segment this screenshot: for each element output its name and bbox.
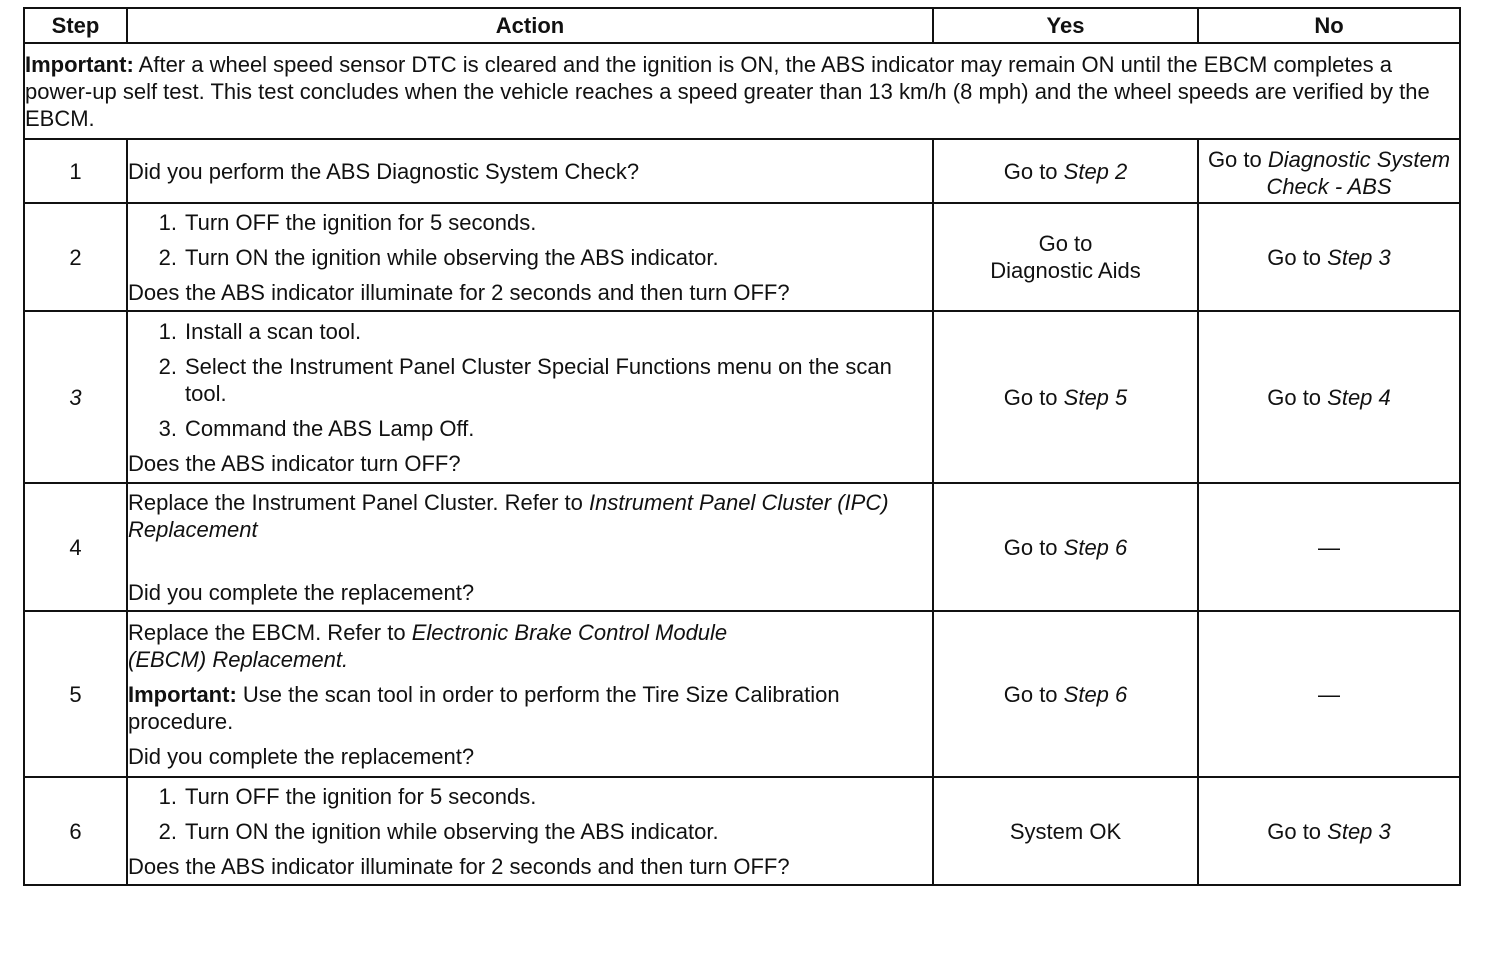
action-cell: [127, 611, 933, 777]
important-text: After a wheel speed sensor DTC is cleared and the ignition is ON, the ABS indicator may remain ON until the EBCM completes a power-up self test. This test concludes when the vehicle reaches a speed greater than 13 km/h (8 mph) and the wheel speeds are verified by the EBCM.: [25, 51, 1430, 131]
no-prefix: Go to: [1267, 384, 1328, 410]
no-step-link[interactable]: Step 4: [1327, 384, 1391, 410]
action-question: Does the ABS indicator turn OFF?: [128, 450, 461, 476]
important-note: [128, 681, 932, 735]
action-text: Replace the EBCM. Refer to: [128, 619, 412, 645]
list-item: [128, 818, 932, 845]
step-number: 5: [24, 611, 127, 777]
table-header-row: [24, 8, 1460, 43]
yes-cell: [933, 203, 1198, 311]
yes-prefix: Go to: [1003, 158, 1064, 184]
header-no: No: [1198, 8, 1460, 43]
action-cell: [127, 311, 933, 483]
step-number: 1: [24, 139, 127, 203]
table-row: [24, 483, 1460, 611]
list-number: 2.: [158, 818, 177, 844]
list-item: [128, 783, 932, 810]
no-cell: [1198, 139, 1460, 203]
action-cell: [127, 483, 933, 611]
list-text: Turn OFF the ignition for 5 seconds.: [185, 783, 537, 809]
header-yes: Yes: [933, 8, 1198, 43]
important-note-row: [24, 43, 1460, 139]
yes-prefix: Go to: [1003, 384, 1064, 410]
no-prefix: Go to: [1267, 818, 1328, 844]
table-row: [24, 311, 1460, 483]
step-number: 4: [24, 483, 127, 611]
list-number: 1.: [158, 318, 177, 344]
list-number: 3.: [158, 415, 177, 441]
list-item: [128, 209, 932, 236]
yes-prefix: Go to: [1003, 681, 1064, 707]
action-cell: [127, 203, 933, 311]
table-row: [24, 777, 1460, 885]
yes-cell: [933, 611, 1198, 777]
action-question: Does the ABS indicator illuminate for 2 seconds and then turn OFF?: [128, 279, 790, 305]
list-text: Install a scan tool.: [185, 318, 362, 344]
important-note: [24, 43, 1460, 139]
action-question: Does the ABS indicator illuminate for 2 seconds and then turn OFF?: [128, 853, 790, 879]
no-dash: —: [1318, 534, 1340, 560]
yes-cell: [933, 777, 1198, 885]
list-item: [128, 244, 932, 271]
list-number: 1.: [158, 783, 177, 809]
ebcm-replacement-link[interactable]: Electronic Brake Control Module (EBCM) Replacement: [128, 619, 728, 672]
yes-step-link[interactable]: Step 6: [1063, 534, 1128, 560]
no-step-link[interactable]: Step 3: [1327, 818, 1391, 844]
no-dash: —: [1318, 681, 1340, 707]
action-list: [128, 209, 932, 271]
table-row: [24, 203, 1460, 311]
action-list: [128, 318, 932, 442]
yes-step-link[interactable]: Step 5: [1063, 384, 1128, 410]
list-item: [128, 415, 932, 442]
ipc-replacement-link[interactable]: Instrument Panel Cluster (IPC) Replacement: [128, 489, 889, 542]
action-suffix: .: [341, 646, 349, 672]
yes-result: System OK: [1009, 818, 1122, 844]
list-text: Command the ABS Lamp Off.: [185, 415, 475, 441]
list-text: Turn ON the ignition while observing the ABS indicator.: [185, 244, 719, 270]
yes-cell: [933, 483, 1198, 611]
yes-cell: [933, 139, 1198, 203]
list-text: Select the Instrument Panel Cluster Special Functions menu on the scan tool.: [185, 353, 892, 406]
yes-step-link[interactable]: Step 6: [1063, 681, 1128, 707]
yes-prefix: Go to: [1003, 534, 1064, 560]
action-instruction: [128, 619, 932, 673]
header-action: Action: [127, 8, 933, 43]
list-number: 2.: [158, 353, 177, 379]
step-number: 3: [24, 311, 127, 483]
list-number: 1.: [158, 209, 177, 235]
yes-cell: [933, 311, 1198, 483]
no-cell: [1198, 611, 1460, 777]
table-row: [24, 611, 1460, 777]
header-step: Step: [24, 8, 127, 43]
important-label: Important:: [128, 681, 237, 707]
action-text: Replace the Instrument Panel Cluster. Refer to: [128, 489, 590, 515]
no-step-link[interactable]: Step 3: [1327, 244, 1391, 270]
action-cell: [127, 777, 933, 885]
no-cell: [1198, 777, 1460, 885]
action-cell: [127, 139, 933, 203]
list-text: Turn ON the ignition while observing the ABS indicator.: [185, 818, 719, 844]
action-question: Did you complete the replacement?: [128, 579, 475, 605]
no-cell: [1198, 203, 1460, 311]
list-text: Turn OFF the ignition for 5 seconds.: [185, 209, 537, 235]
no-step-link[interactable]: Diagnostic System Check - ABS: [1266, 147, 1451, 199]
important-text: Use the scan tool in order to perform the Tire Size Calibration procedure.: [128, 681, 840, 734]
list-number: 2.: [158, 244, 177, 270]
step-number: 2: [24, 203, 127, 311]
action-instruction: [128, 489, 932, 543]
list-item: [128, 318, 932, 345]
yes-step-link[interactable]: Step 2: [1063, 158, 1128, 184]
action-list: [128, 783, 932, 845]
no-prefix: Go to: [1267, 244, 1328, 270]
list-item: [128, 353, 932, 407]
no-prefix: Go to: [1207, 147, 1268, 172]
yes-diagnostic-aids-link[interactable]: Diagnostic Aids: [990, 258, 1141, 283]
yes-prefix: Go to: [1038, 231, 1093, 256]
important-label: Important:: [25, 51, 134, 77]
action-question: Did you perform the ABS Diagnostic System Check?: [128, 158, 640, 184]
no-cell: [1198, 483, 1460, 611]
diagnostic-table: [23, 7, 1461, 886]
no-cell: [1198, 311, 1460, 483]
step-number: 6: [24, 777, 127, 885]
table-row: [24, 139, 1460, 203]
action-question: Did you complete the replacement?: [128, 743, 475, 769]
